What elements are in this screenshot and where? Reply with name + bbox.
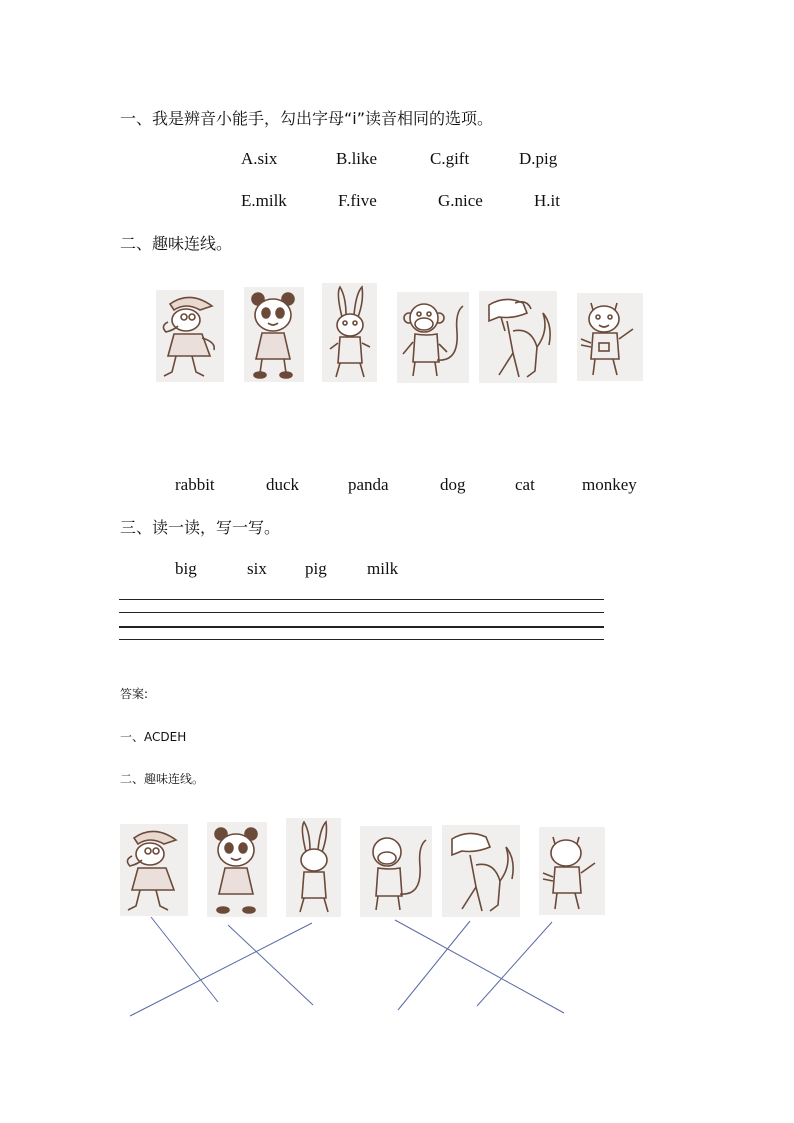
option-a: A.six: [241, 149, 278, 168]
match-line: [130, 923, 312, 1016]
panda-icon: [207, 822, 267, 917]
option-h: H.it: [534, 191, 560, 210]
rabbit-icon: [286, 818, 341, 917]
word-panda: panda: [348, 475, 389, 494]
option-c: C.gift: [430, 149, 470, 168]
option-g: G.nice: [438, 191, 483, 210]
section2-title: 二、趣味连线。: [120, 234, 233, 253]
word-monkey: monkey: [582, 475, 637, 494]
duck-icon: [120, 824, 188, 916]
section3-title: 三、读一读，写一写。: [120, 518, 281, 537]
writing-line: [119, 612, 604, 613]
option-b: B.like: [336, 149, 378, 168]
dog-icon: [442, 825, 520, 917]
word-six: six: [247, 559, 267, 578]
writing-line: [119, 626, 604, 628]
word-duck: duck: [266, 475, 300, 494]
monkey-icon: [397, 292, 469, 383]
option-e: E.milk: [241, 191, 287, 210]
match-line: [228, 925, 313, 1005]
cat-icon: [577, 293, 643, 381]
panda-icon: [244, 287, 304, 382]
monkey-icon: [360, 826, 432, 917]
match-line: [398, 921, 470, 1010]
word-dog: dog: [440, 475, 466, 494]
option-f: F.five: [338, 191, 377, 210]
word-pig: pig: [305, 559, 327, 578]
writing-line: [119, 599, 604, 600]
word-cat: cat: [515, 475, 535, 494]
match-line: [395, 920, 564, 1013]
match-line: [477, 922, 552, 1006]
rabbit-icon: [322, 283, 377, 382]
option-d: D.pig: [519, 149, 558, 168]
section1-title: 一、我是辨音小能手，勾出字母“i”读音相同的选项。: [120, 109, 494, 128]
answer-part1: 一、ACDEH: [120, 730, 187, 744]
dog-icon: [479, 291, 557, 383]
answer-part2-title: 二、趣味连线。: [120, 772, 205, 786]
word-big: big: [175, 559, 197, 578]
word-milk: milk: [367, 559, 399, 578]
writing-line: [119, 639, 604, 640]
answers-heading: 答案:: [120, 687, 149, 701]
duck-icon: [156, 290, 224, 382]
match-line: [151, 917, 218, 1002]
cat-icon: [539, 827, 605, 915]
word-rabbit: rabbit: [175, 475, 215, 494]
